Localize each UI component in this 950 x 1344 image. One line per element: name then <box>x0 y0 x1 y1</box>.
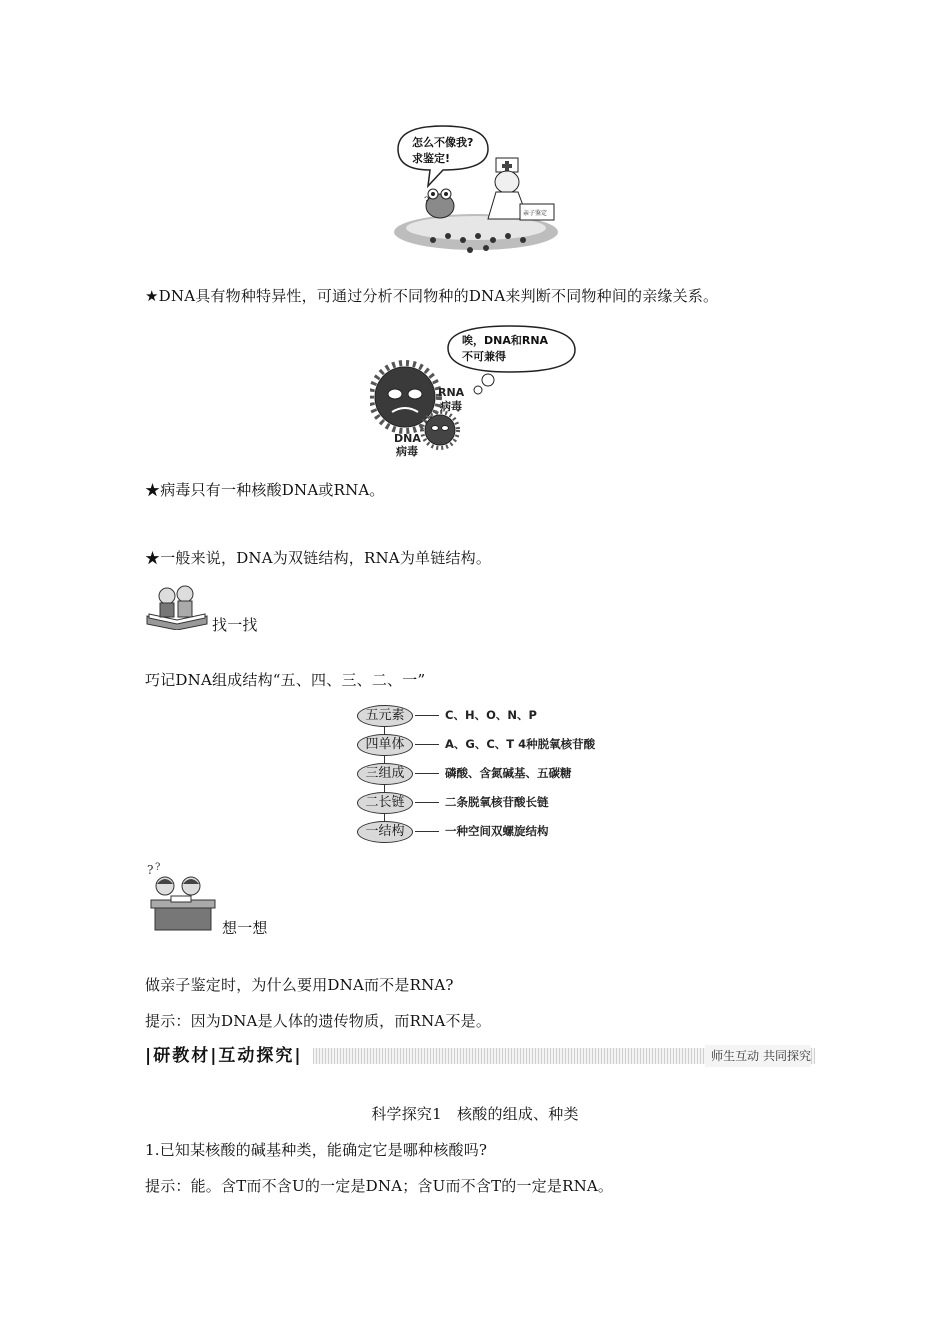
diagram-connector <box>415 773 439 774</box>
svg-text:?: ? <box>147 863 154 877</box>
node-four-monomers: 四单体 <box>357 734 413 756</box>
reading-kids-icon <box>145 582 209 630</box>
desc-five-elements: C、H、O、N、P <box>445 708 537 722</box>
section-find: 找一找 <box>212 616 258 634</box>
section-think: 想一想 <box>222 919 268 937</box>
dna-virus-label: DNA <box>394 432 421 445</box>
desc-four-monomers: A、G、C、T 4种脱氧核苷酸 <box>445 737 596 751</box>
bubble-line-1: 怎么不像我? <box>412 136 474 149</box>
dna-mnemonic-diagram <box>357 705 617 845</box>
rna-virus-label: RNA <box>438 386 465 399</box>
question-paternity: 做亲子鉴定时，为什么要用DNA而不是RNA? <box>145 976 454 994</box>
box-label: 亲子鉴定 <box>523 210 548 217</box>
rna-virus-sub: 病毒 <box>440 400 462 413</box>
diagram-connector <box>415 831 439 832</box>
section-banner <box>145 1045 815 1067</box>
paragraph-strand-structure: ★一般来说，DNA为双链结构，RNA为单链结构。 <box>145 549 492 567</box>
paragraph-species-specificity: ★DNA具有物种特异性，可通过分析不同物种的DNA来判断不同物种间的亲缘关系。 <box>145 287 719 305</box>
node-five-elements: 五元素 <box>357 705 413 727</box>
answer-1: 提示：能。含T而不含U的一定是DNA；含U而不含T的一定是RNA。 <box>145 1177 614 1195</box>
diagram-connector <box>415 802 439 803</box>
diagram-connector <box>415 744 439 745</box>
bubble2-line-2: 不可兼得 <box>462 350 506 363</box>
diagram-connector <box>415 715 439 716</box>
bubble2-line-1: 唉，DNA和RNA <box>462 334 549 347</box>
desc-two-chains: 二条脱氧核苷酸长链 <box>445 795 549 809</box>
node-one-structure: 一结构 <box>357 821 413 843</box>
question-1: 1.已知某核酸的碱基种类，能确定它是哪种核酸吗? <box>145 1141 488 1159</box>
banner-left-title: |研教材|互动探究| <box>145 1046 303 1066</box>
banner-right-subtitle: 师生互动 共同探究 <box>705 1045 811 1067</box>
node-three-components: 三组成 <box>357 763 413 785</box>
inquiry-title: 科学探究1 核酸的组成、种类 <box>371 1105 579 1123</box>
bubble-line-2: 求鉴定! <box>412 152 451 165</box>
dna-virus-sub: 病毒 <box>396 445 418 458</box>
mnemonic-intro: 巧记DNA组成结构“五、四、三、二、一” <box>145 671 426 689</box>
desc-one-structure: 一种空间双螺旋结构 <box>445 824 549 838</box>
answer-paternity: 提示：因为DNA是人体的遗传物质，而RNA不是。 <box>145 1012 492 1030</box>
desc-three-components: 磷酸、含氮碱基、五碳糖 <box>445 766 572 780</box>
node-two-chains: 二长链 <box>357 792 413 814</box>
paternity-cartoon <box>388 124 560 259</box>
svg-text:?: ? <box>424 196 430 207</box>
svg-text:?: ? <box>155 862 161 873</box>
virus-cartoon <box>370 322 580 462</box>
thinking-kids-icon <box>145 860 217 932</box>
paragraph-virus-nucleic-acid: ★病毒只有一种核酸DNA或RNA。 <box>145 481 385 499</box>
